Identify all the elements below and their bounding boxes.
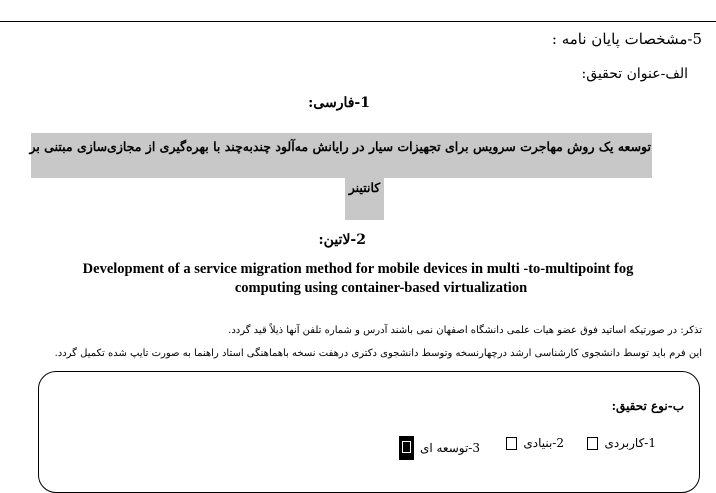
option-fundamental-checkbox[interactable] [506, 437, 517, 450]
latin-label: 2-لاتین: [318, 232, 366, 248]
farsi-title-line1: توسعه یک روش مهاجرت سرویس برای تجهیزات سیار در رایانش مه‌آلود چندبه‌چند با بهره‌گیری از مجازی‌سازی مبتنی بر [29, 139, 651, 154]
option-developmental-checkbox[interactable] [399, 436, 414, 460]
english-title-line2: computing using container-based virtualization [234, 280, 528, 296]
english-title-line1: Development of a service migration method for mobile devices in multi -to-multipoint fog [82, 261, 634, 277]
note-line2: این فرم باید توسط دانشجوی کارشناسی ارشد درچهارنسخه وتوسط دانشجوی دکتری درهفت نسخه باهماهنگی استاد راهنما به صورت تایپ شده تکمیل گردد. [54, 348, 702, 359]
note-line1: تذکر: در صورتیکه اساتید فوق عضو هیات علمی دانشگاه اصفهان نمی باشند آدرس و شماره تلفن آنها ذیلاً قید گردد. [228, 325, 702, 336]
top-rule [0, 21, 716, 22]
option-applied[interactable] [587, 436, 656, 450]
english-title [0, 260, 716, 298]
option-fundamental-label: 2-بنیادی [523, 436, 564, 450]
option-fundamental[interactable] [506, 436, 564, 450]
option-developmental-label: 3-توسعه ای [419, 441, 480, 455]
option-applied-checkbox[interactable] [587, 437, 598, 450]
option-developmental[interactable] [399, 436, 480, 460]
farsi-title-line2: کانتینر [348, 180, 381, 195]
subsection-title: الف-عنوان تحقیق: [581, 66, 688, 82]
option-applied-label: 1-کاربردی [604, 436, 656, 450]
research-type-title: ب-نوع تحقیق: [611, 399, 684, 413]
research-type-box [38, 371, 700, 493]
farsi-label: 1-فارسی: [308, 95, 370, 111]
section-title: 5-مشخصات پایان نامه : [551, 30, 702, 48]
